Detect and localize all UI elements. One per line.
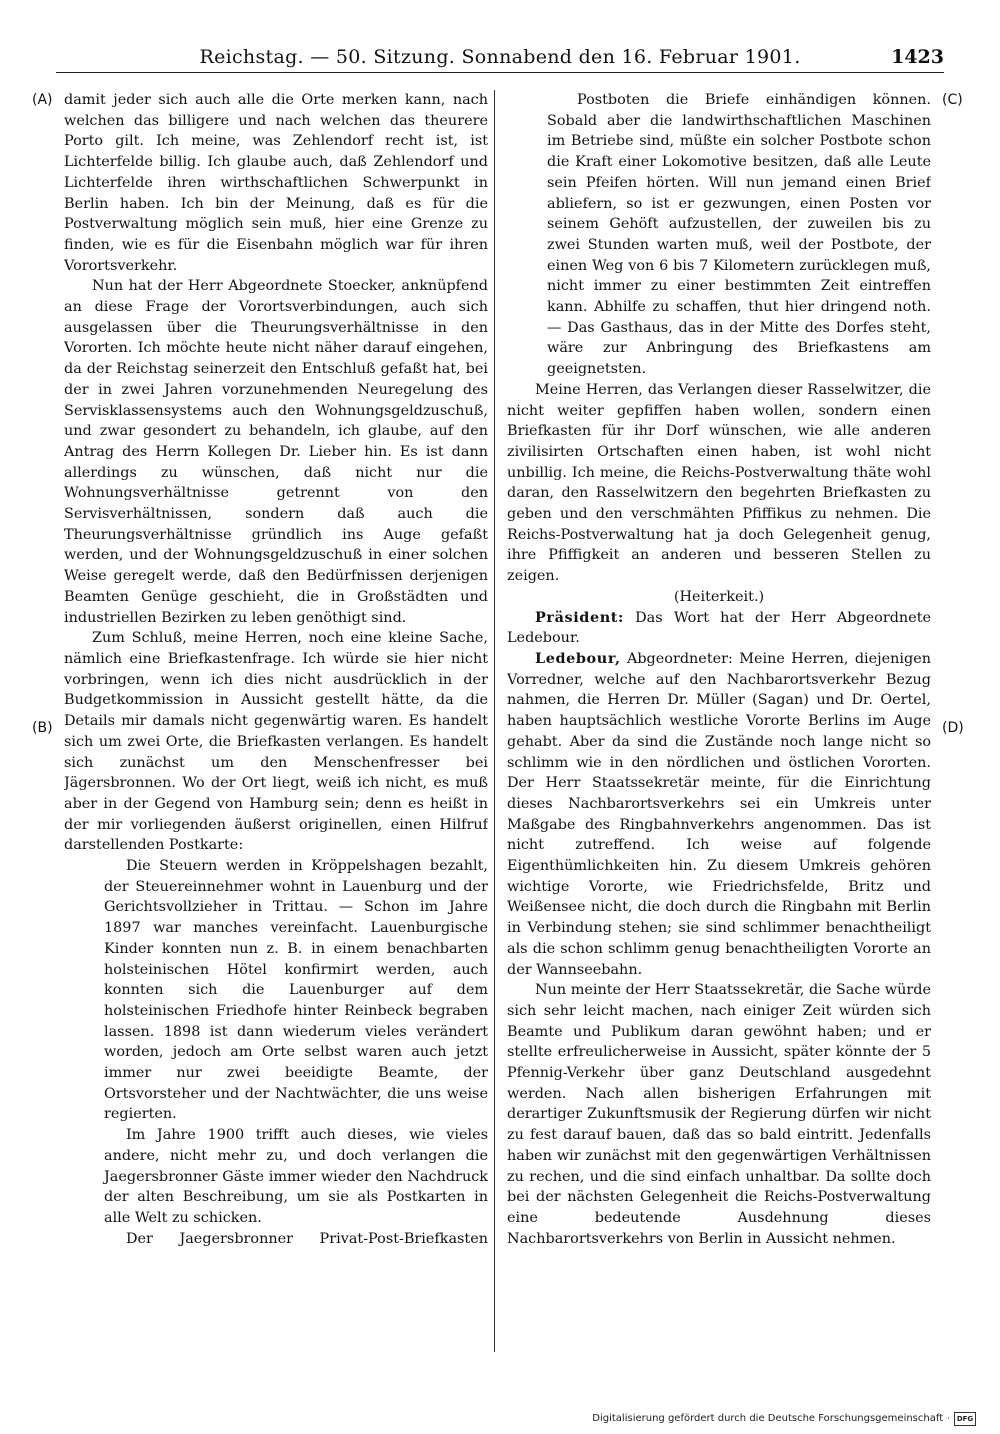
margin-marker-a: (A) <box>32 92 53 108</box>
margin-marker-b: (B) <box>32 720 53 736</box>
header-title: Reichstag. — 50. Sitzung. Sonnabend den 16. Februar 1901. <box>199 46 801 68</box>
paragraph: Nun hat der Herr Abgeordnete Stoecker, anknüpfend an diese Frage der Vorortsverbindungen, auch sich ausgelassen über die Theurungsverhältnisse in den Vororten. Ich möchte heute nicht näher darauf eingehen, da der Reichstag seinerzeit den Entschluß gefaßt hat, bei der in zwei Jahren vorzunehmenden Neuregelung des Servisklassensystems auch den Wohnungsgeldzuschuß, und zwar gesondert zu behandeln, ich glaube, auf den Antrag des Herrn Kollegen Dr. Lieber hin. Es ist dann allerdings zu wünschen, daß nicht nur die Wohnungsverhältnisse getrennt von den Servisverhältnissen, sondern daß auch die Theurungsverhältnisse gründlich ins Auge gefaßt werden, und der Wohnungsgeldzuschuß in einer solchen Weise geregelt werde, daß den Bedürfnissen derjenigen Beamten Genüge geschieht, die in Großstädten und industriellen Bezirken zu leben genöthigt sind. <box>64 278 488 626</box>
speaker-paragraph <box>507 649 931 980</box>
quoted-paragraph: Die Steuern werden in Kröppelshagen bezahlt, der Steuereinnehmer wohnt in Lauenburg und der Gerichtsvollzieher in Trittau. — Schon im Jahre 1897 war manches vereinfacht. Lauenburgische Kinder konnten nun z. B. in einem benachbarten holsteinischen Hötel konfirmirt werden, auch konnten sich die Lauenburger auf dem holsteinischen Friedhofe hinter Reinbeck begraben lassen. 1898 ist dann wiederum vieles verändert worden, jedoch am Orte selbst waren auch jetzt immer nur zwei beeidigte Beamte, der Ortsvorsteher und der Nachtwächter, die uns weise regierten. <box>104 858 488 1123</box>
paragraph: Nun meinte der Herr Staatssekretär, die Sache würde sich sehr leicht machen, nach einiger Zeit würden sich Beamte und Publikum daran gewöhnt haben; und er stellte erfreulicherweise in Aussicht, später könnte der 5 Pfennig-Verkehr über ganz Deutschland ausgedehnt werden. Nach allen bisherigen Erfahrungen mit derartiger Zukunftsmusik der Regierung dürfen wir nicht zu fest darauf bauen, daß das so bald eintritt. Jedenfalls haben wir zunächst mit den gegenwärtigen Verhältnissen zu rechen, und die sind einfach unhaltbar. Da sollte doch bei der nächsten Gelegenheit die Reichs-Postverwaltung eine bedeutende Ausdehnung dieses Nachbarortsverkehrs von Berlin in Aussicht nehmen. <box>507 982 931 1247</box>
dfg-logo-icon: DFG <box>954 1412 976 1426</box>
paragraph: damit jeder sich auch alle die Orte merken kann, nach welchen das billigere und nach welchen das theurere Porto gilt. Ich meine, was Zehlendorf recht ist, ist Lichterfelde billig. Ich glaube auch, daß Zehlendorf und Lichterfelde ihren wirthschaftlichen Schwerpunkt in Berlin haben. Ich bin der Meinung, daß es für die Postverwaltung möglich sein muß, hier eine Grenze zu finden, wie es für die Eisenbahn möglich war für ihren Vorortsverkehr. <box>64 92 488 274</box>
page-number: 1423 <box>891 46 944 68</box>
separator-dot: · <box>947 1414 950 1424</box>
right-column <box>507 90 931 1250</box>
paragraph: Zum Schluß, meine Herren, noch eine kleine Sache, nämlich eine Briefkastenfrage. Ich würde sie hier nicht vorbringen, wenn ich dies nicht ausdrücklich in der Budgetkommission in Aussicht gestellt hätte, da die Details mir damals nicht gegenwärtig waren. Es handelt sich um zwei Orte, die Briefkasten verlangen. Es handelt sich zunächst um den Menschenfresser bei Jägersbronnen. Wo der Ort liegt, weiß ich nicht, es muß aber in der Gegend von Hamburg sein; denn es heißt in der mir vorliegenden äußerst originellen, einen Hilfruf darstellenden Postkarte: <box>64 630 488 854</box>
margin-marker-c: (C) <box>942 92 963 108</box>
page-header <box>56 42 944 73</box>
quoted-paragraph: Der Jaegersbronner Privat-Post-Briefkasten <box>126 1230 488 1247</box>
president-label: Präsident: <box>535 608 624 626</box>
quoted-paragraph: Postboten die Briefe einhändigen können. Sobald aber die landwirthschaftlichen Maschinen im Betriebe sind, müßte ein solcher Postbote schon die Kraft einer Lokomotive besitzen, daß alle Leute sein Pfeifen hörten. Will nun jemand einen Brief abliefern, so ist er gezwungen, einen Posten vor seinem Gehöft aufzustellen, der zuweilen bis zu zwei Stunden warten muß, weil der Postbote, der einen Weg von 6 bis 7 Kilometern zurücklegen muß, nicht immer zu einer bestimmten Zeit eintreffen kann. Abhilfe zu schaffen, thut hier dringend noth. — Das Gasthaus, das in der Mitte des Dorfes steht, wäre zur Anbringung des Briefkastens am geeignetsten. <box>547 92 931 378</box>
paragraph <box>507 1249 931 1250</box>
laughter-note: (Heiterkeit.) <box>673 588 765 605</box>
left-column <box>64 90 488 1250</box>
column-divider <box>494 90 495 1352</box>
president-paragraph <box>507 608 931 649</box>
president-text: Das Wort hat der Herr Abgeordnete Ledebour. <box>507 609 931 647</box>
paragraph: Meine Herren, das Verlangen dieser Rasselwitzer, die nicht weiter gepfiffen haben wollen, sondern einen Briefkasten für ihr Dorf wünschen, wie alle anderen zivilisirten Ortschaften einen haben, ist wohl nicht unbillig. Ich meine, die Reichs-Postverwaltung thäte wohl daran, den Rasselwitzern den begehrten Briefkasten zu geben und den verschmähten Pfiffikus zu nehmen. Die Reichs-Postverwaltung hat ja doch Gelegenheit genug, ihre Pfiffigkeit an anderen und besseren Stellen zu zeigen. <box>507 381 931 585</box>
speaker-text: Abgeordneter: Meine Herren, diejenigen Vorredner, welche auf den Nachbarortsverkehr Bezug nahmen, die Herren Dr. Müller (Sagan) und Dr. Oertel, haben hauptsächlich westliche Vororte Berlins im Auge gehabt. Aber da sind die Zustände noch lange nicht so schlimm wie in den nördlichen und östlichen Vororten. Der Herr Staatssekretär meinte, für die Einrichtung dieses Nachbarortsverkehrs sei ein Umkreis unter Maßgabe des Ringbahnverkehrs angenommen. Das ist nicht zutreffend. Ich weise auf folgende Eigenthümlichkeiten hin. Zu diesem Umkreis gehören wichtige Vororte, wie Friedrichsfelde, Britz und Weißensee nicht, die doch durch die Ringbahn mit Berlin in Verbindung stehen; sie sind schlimmer benachtheiligt als die schon schlimm genug benachtheiligten Vororte an der Wannseebahn. <box>507 650 931 978</box>
footer <box>592 1411 976 1427</box>
margin-marker-d: (D) <box>942 720 964 736</box>
speaker-label: Ledebour, <box>535 649 621 667</box>
quoted-paragraph: Im Jahre 1900 trifft auch dieses, wie vieles andere, nicht mehr zu, und doch verlangen die Jaegersbronner Gäste immer wieder den Nachdruck der alten Beschreibung, um sie als Postkarten in alle Welt zu schicken. <box>104 1127 488 1226</box>
footer-credit: Digitalisierung gefördert durch die Deutsche Forschungsgemeinschaft <box>592 1413 944 1424</box>
